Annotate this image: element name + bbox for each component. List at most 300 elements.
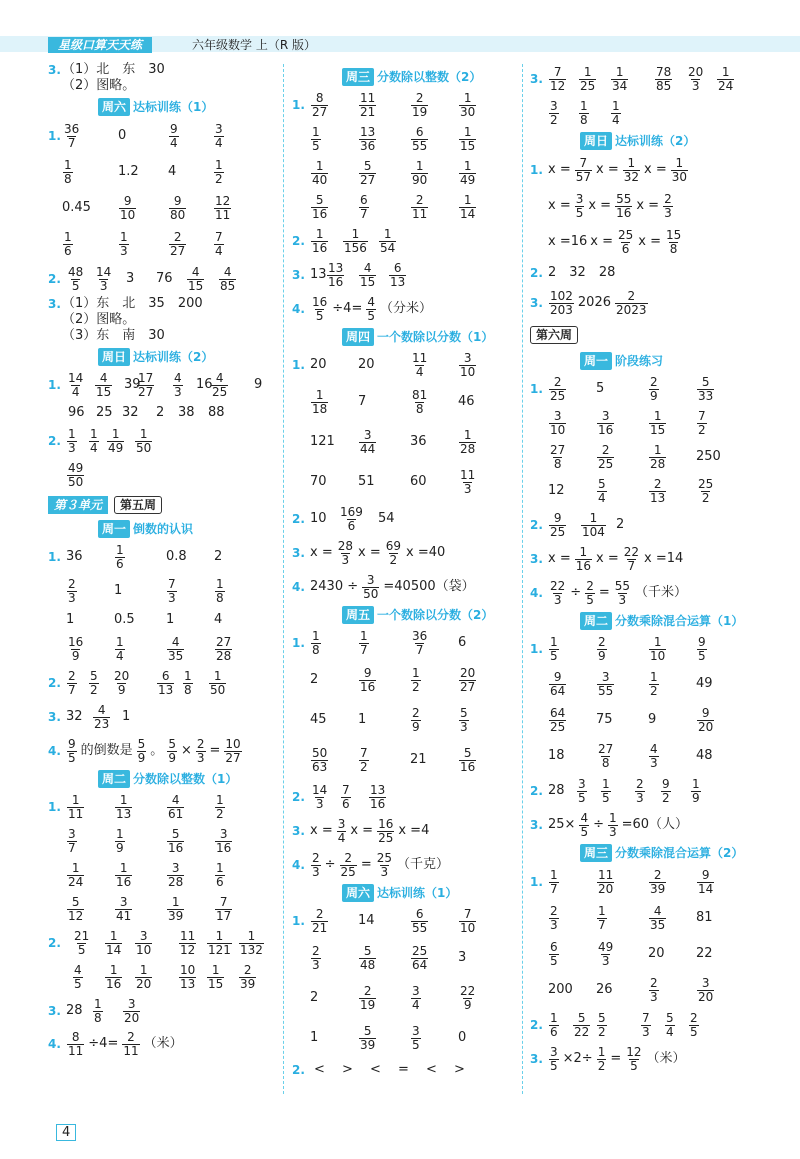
- denominator: 16: [460, 759, 476, 774]
- denominator: 5: [578, 790, 586, 805]
- fraction: [689, 1012, 699, 1039]
- numerator: 1: [692, 776, 700, 791]
- denominator: 28: [460, 441, 476, 456]
- denominator: 54: [380, 240, 396, 255]
- numerator: 1: [550, 634, 558, 649]
- denominator: 5: [68, 750, 76, 765]
- fraction: [697, 410, 707, 437]
- answer-cell: [310, 348, 327, 382]
- denominator: 16: [360, 679, 376, 694]
- fraction: [411, 352, 428, 379]
- question-number: 2.: [292, 790, 305, 804]
- fraction: [575, 157, 592, 184]
- numerator: 6: [550, 939, 558, 954]
- text-value: 20: [310, 357, 327, 372]
- denominator: 3: [553, 592, 562, 607]
- denominator: 10: [136, 942, 152, 957]
- numerator: 1: [213, 668, 222, 683]
- answer-cell: [310, 1018, 318, 1058]
- section-tag: 周一: [580, 352, 612, 370]
- numerator: 1: [64, 157, 72, 172]
- section-title: [292, 882, 522, 904]
- numerator: 1: [627, 155, 636, 170]
- numerator: 1: [119, 792, 128, 807]
- fraction: [343, 228, 368, 255]
- numerator: 3: [171, 860, 180, 875]
- answer-cell: [648, 372, 660, 406]
- answer-cell: [548, 474, 565, 508]
- text-value: ×: [180, 743, 192, 758]
- answer-cell: [166, 540, 187, 574]
- answer-cell: [548, 864, 560, 900]
- answer-cell: [610, 62, 629, 96]
- page-number: 4: [56, 1124, 76, 1141]
- numerator: 3: [550, 98, 558, 113]
- section-title: [48, 96, 278, 118]
- answer-row: [48, 424, 278, 458]
- denominator: 5: [77, 942, 86, 957]
- answer-cell: [596, 406, 615, 440]
- answer-cell: [648, 738, 660, 774]
- answer-cell: [218, 262, 237, 296]
- denominator: 36: [360, 138, 376, 153]
- answer-cell: [548, 632, 560, 666]
- denominator: 7: [360, 206, 368, 221]
- answer-cell: [388, 258, 407, 292]
- answer-cell: [134, 926, 153, 960]
- answer-cell: [596, 1008, 608, 1042]
- answer-cell: [410, 88, 429, 122]
- denominator: 9: [168, 750, 176, 765]
- answer-row: [48, 632, 278, 666]
- answer-cell: [168, 118, 180, 154]
- text-value: 2430 ÷: [310, 579, 359, 594]
- fraction: [67, 636, 84, 663]
- denominator: 7: [415, 642, 424, 657]
- section-name: 阶段练习: [615, 354, 664, 368]
- answer-cell: [410, 348, 429, 382]
- answer-cell: [548, 702, 567, 738]
- answer-cell: [410, 462, 427, 502]
- denominator: 39: [650, 881, 666, 896]
- answer-cell: [458, 462, 477, 502]
- numerator: 5: [598, 476, 606, 491]
- fraction: [157, 670, 174, 697]
- answer-row: [48, 492, 278, 518]
- answer-cell: [214, 540, 222, 574]
- numerator: 3: [412, 1023, 420, 1038]
- answer-row: [48, 926, 278, 960]
- denominator: 2: [698, 422, 706, 437]
- answer-cell: [114, 824, 126, 858]
- numerator: 21: [74, 928, 90, 943]
- fraction: [359, 92, 376, 119]
- answer-row: [530, 864, 760, 900]
- question-number: 1.: [292, 358, 305, 372]
- text-value: 4: [214, 612, 223, 627]
- answer-cell: [112, 666, 131, 700]
- numerator: 49: [68, 460, 84, 475]
- fraction: [67, 578, 77, 605]
- answer-cell: [66, 424, 78, 458]
- denominator: 4: [612, 112, 620, 127]
- numerator: 2: [601, 442, 610, 457]
- text-value: 45: [310, 712, 327, 727]
- fraction: [73, 930, 90, 957]
- denominator: 4: [170, 135, 178, 150]
- fraction: [113, 670, 130, 697]
- numerator: 3: [463, 350, 472, 365]
- numerator: 9: [701, 705, 710, 720]
- denominator: 13: [180, 976, 196, 991]
- text-value: 10: [310, 511, 327, 526]
- denominator: 16: [328, 274, 344, 289]
- answer-cell: [548, 406, 567, 440]
- fraction: [214, 231, 224, 258]
- numerator: 36: [412, 628, 428, 643]
- numerator: 1: [116, 634, 124, 649]
- numerator: 169: [340, 504, 363, 519]
- fraction: [67, 462, 84, 489]
- fraction: [597, 671, 614, 698]
- fraction: [687, 66, 704, 93]
- numerator: 4: [74, 962, 82, 977]
- fraction: [691, 778, 701, 805]
- fraction: [597, 636, 607, 663]
- denominator: 15: [96, 384, 112, 399]
- numerator: 27: [216, 634, 232, 649]
- fraction: [697, 636, 707, 663]
- fraction: [214, 195, 231, 222]
- answer-cell: [118, 154, 139, 190]
- text-value: 1: [166, 612, 175, 627]
- denominator: 3: [550, 917, 558, 932]
- fraction: [411, 945, 428, 972]
- denominator: 3: [618, 592, 627, 607]
- numerator: 2: [363, 983, 372, 998]
- denominator: 8: [669, 241, 678, 256]
- answer-cell: [66, 858, 85, 892]
- equation: [548, 152, 689, 188]
- fraction: [411, 1025, 421, 1052]
- denominator: 39: [168, 908, 184, 923]
- answer-cell: [358, 938, 377, 978]
- denominator: 3: [174, 384, 182, 399]
- denominator: 4: [90, 440, 98, 455]
- numerator: 2: [315, 906, 324, 921]
- numerator: 3: [601, 408, 610, 423]
- fraction: [459, 429, 476, 456]
- denominator: 2: [550, 112, 558, 127]
- numerator: 2: [627, 288, 636, 303]
- numerator: 4: [191, 264, 200, 279]
- numerator: 8: [315, 90, 324, 105]
- answer-cell: [660, 774, 672, 808]
- denominator: 9: [116, 840, 124, 855]
- numerator: 4: [99, 370, 108, 385]
- denominator: 28: [650, 456, 666, 471]
- fraction: [93, 704, 110, 731]
- fraction: [167, 738, 177, 765]
- answer-cell: [92, 994, 104, 1028]
- numerator: 1: [612, 98, 620, 113]
- numerator: 3: [366, 572, 375, 587]
- fraction: [63, 123, 80, 150]
- numerator: 13: [370, 782, 386, 797]
- denominator: 3: [650, 755, 658, 770]
- denominator: 12: [180, 942, 196, 957]
- fraction: [549, 580, 566, 607]
- answer-cell: [648, 474, 667, 508]
- denominator: 20: [598, 881, 614, 896]
- numerator: 20: [688, 64, 704, 79]
- fraction: [169, 231, 186, 258]
- text-value: x =: [638, 234, 661, 249]
- denominator: 8: [94, 1010, 102, 1025]
- fraction: [369, 784, 386, 811]
- text-value: 0.45: [62, 200, 91, 215]
- fraction: [105, 930, 122, 957]
- text-value: 4: [168, 164, 177, 179]
- denominator: 11: [68, 1043, 84, 1058]
- text-value: 6: [458, 635, 467, 650]
- numerator: 2: [196, 736, 205, 751]
- numerator: 1: [550, 867, 558, 882]
- answer-cell: [114, 540, 126, 574]
- answer-cell: [326, 258, 345, 292]
- text-value: x =14: [644, 551, 684, 566]
- fraction: [655, 66, 672, 93]
- fraction: [359, 667, 376, 694]
- text-value: 16: [196, 377, 213, 392]
- fraction: [123, 998, 140, 1025]
- numerator: 2: [550, 903, 558, 918]
- fraction: [207, 964, 224, 991]
- denominator: 32: [623, 169, 639, 184]
- text-value: x =: [548, 162, 571, 177]
- text-value: x =: [310, 545, 333, 560]
- text-value: 5: [596, 381, 605, 396]
- answer-cell: [122, 700, 130, 734]
- fraction: [359, 747, 369, 774]
- answer-row: [530, 542, 760, 576]
- numerator: 25: [376, 850, 393, 865]
- fraction: [641, 1012, 651, 1039]
- answer-cell: [310, 422, 335, 462]
- fraction: [649, 671, 659, 698]
- answer-cell: [88, 424, 100, 458]
- numerator: 1: [109, 928, 118, 943]
- numerator: 2: [312, 850, 320, 865]
- answer-cell: [688, 1008, 700, 1042]
- denominator: 50: [68, 474, 84, 489]
- question-number: 3.: [530, 296, 543, 310]
- numerator: 4: [174, 370, 182, 385]
- answer-cell: [696, 474, 715, 508]
- text-value: ÷4=: [332, 301, 363, 316]
- fraction: [411, 630, 428, 657]
- fraction: [597, 1012, 607, 1039]
- question-number: 1.: [292, 636, 305, 650]
- fraction: [579, 812, 589, 839]
- text-value: =: [360, 857, 372, 872]
- question-number: 2.: [530, 1018, 543, 1032]
- equation: [66, 734, 243, 768]
- fraction: [615, 193, 632, 220]
- denominator: 17: [216, 908, 232, 923]
- denominator: 49: [108, 440, 124, 455]
- comparison-symbol: <: [426, 1062, 437, 1077]
- question-number: 3.: [48, 1004, 61, 1018]
- denominator: 11: [215, 207, 231, 222]
- numerator: 1: [583, 64, 592, 79]
- numerator: 81: [412, 387, 428, 402]
- fraction: [311, 630, 321, 657]
- fraction: [697, 376, 714, 403]
- answer-cell: 2: [156, 405, 165, 420]
- numerator: 5: [577, 1010, 586, 1025]
- numerator: 5: [137, 736, 146, 751]
- answer-cell: [596, 702, 613, 738]
- text-value: 2026: [577, 295, 611, 310]
- section-heading: [342, 606, 493, 624]
- numerator: 4: [215, 370, 224, 385]
- numerator: 1: [119, 860, 128, 875]
- denominator: 5: [315, 308, 324, 323]
- numerator: 7: [168, 576, 176, 591]
- denominator: 5: [630, 1058, 638, 1073]
- fraction: [623, 546, 640, 573]
- answer-cell: [310, 224, 329, 258]
- text-value: 22: [696, 946, 713, 961]
- numerator: 3: [412, 983, 420, 998]
- denominator: 3: [68, 440, 76, 455]
- answer-cell: [572, 1008, 591, 1042]
- text-value: 20: [358, 357, 375, 372]
- section-name: 达标训练（1）: [377, 886, 458, 900]
- numerator: 20: [114, 668, 130, 683]
- denominator: 4: [116, 648, 124, 663]
- answer-cell: [648, 900, 667, 936]
- numerator: 9: [68, 736, 76, 751]
- denominator: 14: [460, 206, 476, 221]
- question-number: 2.: [530, 266, 543, 280]
- numerator: 4: [171, 634, 180, 649]
- numerator: 4: [580, 810, 589, 825]
- numerator: 7: [579, 155, 588, 170]
- fraction: [224, 738, 241, 765]
- denominator: 5: [312, 138, 320, 153]
- answer-cell: [114, 574, 122, 608]
- fraction: [167, 862, 184, 889]
- numerator: 11: [180, 928, 196, 943]
- numerator: 2: [650, 975, 658, 990]
- denominator: 3: [650, 989, 658, 1004]
- denominator: 5: [690, 1024, 698, 1039]
- fraction: [615, 290, 648, 317]
- text-value: 75: [596, 712, 613, 727]
- answer-cell: [690, 774, 702, 808]
- answer-row: [530, 320, 760, 350]
- fraction: [608, 812, 618, 839]
- fraction: [239, 930, 264, 957]
- numerator: 3: [68, 826, 76, 841]
- answer-cell: [696, 738, 713, 774]
- denominator: 16: [216, 840, 232, 855]
- numerator: 3: [127, 996, 136, 1011]
- fraction: [549, 100, 559, 127]
- equation: [66, 1028, 183, 1060]
- answer-row: [292, 122, 522, 156]
- text-value: （千米）: [635, 585, 688, 600]
- fraction: [169, 195, 186, 222]
- comparison-symbol: <: [370, 1062, 381, 1077]
- text-value: 49: [696, 676, 713, 691]
- numerator: 1: [216, 792, 224, 807]
- answer-cell: [458, 190, 477, 224]
- answer-cell: [410, 422, 427, 462]
- text-value: 3: [458, 950, 467, 965]
- denominator: 3: [196, 750, 205, 765]
- numerator: 5: [460, 705, 468, 720]
- section-heading: [98, 520, 193, 538]
- numerator: 36: [64, 121, 80, 136]
- answer-cell: [340, 780, 352, 814]
- answer-cell: 96: [68, 405, 85, 420]
- numerator: 2: [127, 1029, 135, 1044]
- fraction: [549, 376, 566, 403]
- fraction: [219, 266, 236, 293]
- answer-cell: [166, 858, 185, 892]
- text-value: 28: [66, 1003, 83, 1018]
- book-title: 星级口算天天练: [48, 37, 152, 53]
- section-tag: 周六: [342, 884, 374, 902]
- answer-row: [292, 422, 522, 462]
- numerator: 1: [64, 229, 72, 244]
- numerator: 2: [68, 576, 76, 591]
- numerator: 20: [460, 665, 476, 680]
- answer-cell: [206, 926, 233, 960]
- answer-cell: [66, 994, 83, 1028]
- fraction: [67, 1031, 84, 1058]
- numerator: 55: [614, 578, 631, 593]
- denominator: 132: [240, 942, 263, 957]
- answer-line: （1）北 东 30: [62, 62, 165, 77]
- answer-cell: [156, 262, 173, 296]
- section-name: 分数乘除混合运算（2）: [615, 846, 744, 860]
- question-number: 1.: [530, 163, 543, 177]
- fraction: [649, 743, 659, 770]
- fraction: [459, 707, 469, 734]
- text-value: 20: [648, 946, 665, 961]
- answer-row: [292, 780, 522, 814]
- numerator: 11: [460, 467, 476, 482]
- denominator: 55: [412, 920, 428, 935]
- denominator: 25: [550, 719, 566, 734]
- answer-cell: [548, 508, 567, 542]
- answer-cell: [458, 740, 477, 780]
- fraction: [93, 998, 103, 1025]
- text-value: 60: [410, 474, 427, 489]
- numerator: 11: [598, 867, 614, 882]
- answer-row: [292, 570, 522, 604]
- text-value: 18: [548, 748, 565, 763]
- fraction: [167, 578, 177, 605]
- answer-cell: [118, 118, 126, 154]
- denominator: 25: [212, 384, 228, 399]
- denominator: 4: [337, 830, 346, 845]
- numerator: 1: [94, 996, 102, 1011]
